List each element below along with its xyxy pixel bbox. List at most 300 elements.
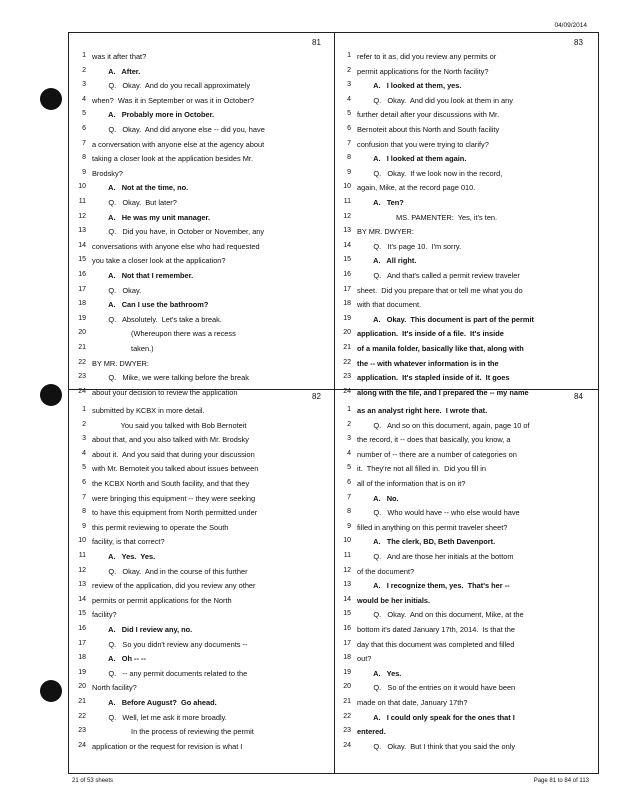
transcript-line [72,523,334,538]
line-text: Q. Okay. And did anyone else -- did you, have [92,125,265,134]
line-number: 24 [78,387,86,395]
line-text: A. Did I review any, no. [92,625,193,634]
transcript-line [72,110,334,125]
line-number: 18 [78,300,86,308]
transcript-line [72,450,334,465]
line-text: facility? [92,610,117,620]
transcript-line [72,435,334,450]
line-number: 6 [347,479,351,486]
line-number: 24 [343,387,351,395]
transcript-line [337,450,599,465]
transcript-line [72,271,334,286]
transcript-line [72,406,334,421]
line-text: about your decision to review the application [92,387,238,397]
transcript-line [337,727,599,742]
line-number: 17 [78,639,86,647]
line-text: application. It's inside of a file. It's inside [357,329,504,339]
transcript-line [72,464,334,479]
line-text: A. Yes. Yes. [92,552,156,561]
line-text: application. It's stapled inside of it. It goes [357,373,510,383]
line-number: 9 [82,168,86,176]
line-text: BY MR. DWYER: [92,358,149,368]
line-number: 24 [343,741,351,749]
transcript-line [337,81,599,96]
line-text: A. Oh -- -- [92,654,146,664]
line-number: 12 [78,566,86,574]
line-text: Q. -- any permit documents related to the [92,668,248,678]
line-text: out? [357,654,372,664]
line-number: 4 [82,449,86,457]
line-text: A. I looked at them again. [357,154,467,164]
page-number: 81 [312,38,321,47]
line-text: A. Okay. This document is part of the permit [357,314,534,324]
line-number: 21 [343,698,351,705]
line-text: Q. And so on this document, again, page 10 of [357,420,530,430]
line-number: 3 [82,435,86,443]
line-text: North facility? [92,683,137,693]
transcript-line [337,227,599,242]
punch-hole-middle [40,384,62,406]
line-text: Q. Okay. And did you look at them in any [357,95,513,105]
transcript-line [72,373,334,388]
transcript-line [337,256,599,271]
line-number: 12 [78,212,86,220]
line-number: 2 [82,66,86,74]
line-number: 5 [82,464,86,472]
transcript-line [337,552,599,567]
line-number: 11 [343,198,351,205]
line-number: 15 [343,256,351,264]
line-number: 11 [78,552,86,559]
line-text: A. Yes. [357,668,402,678]
line-text: filled in anything on this permit traveler sheet? [357,522,508,532]
line-text: Q. Who would have -- who else would have [357,508,520,518]
footer-sheets: 21 of 53 sheets [72,778,114,784]
line-number: 17 [78,285,86,293]
line-text: this permit reviewing to operate the South [92,522,229,532]
transcript-line [337,537,599,552]
transcript-line [337,669,599,684]
line-text: number of -- there are a number of categories on [357,449,517,459]
line-number: 4 [347,449,351,457]
line-text: MS. PAMENTER: Yes, it's ten. [357,212,498,222]
line-number: 16 [78,625,86,632]
line-number: 4 [82,95,86,103]
transcript-line [72,140,334,155]
transcript-line [337,654,599,669]
footer-pages: Page 81 to 84 of 113 [533,778,589,784]
line-text: Q. Okay. But later? [92,198,177,207]
line-text: was it after that? [92,52,147,61]
transcript-line [72,329,334,344]
transcript-line [337,683,599,698]
line-text: A. Ten? [357,198,404,207]
transcript-line [72,727,334,742]
transcript-line [337,110,599,125]
vertical-divider [334,33,335,773]
line-text: application or the request for revision is what I [92,741,243,751]
line-text: You said you talked with Bob Bernoteit [92,420,247,430]
transcript-line [72,698,334,713]
line-number: 19 [343,668,351,676]
transcript-line [72,315,334,330]
line-text: permits or permit applications for the North [92,595,232,605]
transcript-line [337,479,599,494]
line-text: A. Not at the time, no. [92,183,189,193]
line-number: 14 [343,241,351,249]
transcript-line [72,596,334,611]
transcript-line [337,581,599,596]
line-number: 21 [78,344,86,351]
line-text: with that document. [357,300,422,310]
transcript-line [337,154,599,169]
line-text: taking a closer look at the application besides Mr. [92,154,254,164]
line-number: 5 [82,110,86,118]
transcript-line [72,479,334,494]
transcript-line [72,359,334,374]
line-text: you take a closer look at the application? [92,256,226,266]
transcript-line [72,344,334,359]
transcript-line [337,329,599,344]
transcript-page [337,392,599,756]
line-text: all of the information that is on it? [357,479,466,488]
line-number: 14 [78,595,86,603]
line-number: 20 [343,683,351,691]
line-number: 23 [343,373,351,381]
transcript-line [72,625,334,640]
transcript-line [337,713,599,728]
line-text: A. Before August? Go ahead. [92,698,217,707]
line-text: A. I could only speak for the ones that I [357,712,515,722]
line-number: 8 [82,154,86,162]
line-text: facility, is that correct? [92,537,165,547]
transcript-line [72,125,334,140]
line-text: Q. Okay. If we look now in the record, [357,168,503,178]
line-number: 2 [82,420,86,428]
line-number: 14 [78,241,86,249]
line-text: the record, it -- does that basically, you know, a [357,435,511,445]
transcript-line [337,67,599,82]
transcript-line [72,183,334,198]
transcript-line [337,242,599,257]
line-text: review of the application, did you review any other [92,581,256,591]
line-text: permit applications for the North facility? [357,66,489,76]
line-text: A. After. [92,66,141,76]
line-number: 13 [343,581,351,589]
transcript-line [337,359,599,374]
line-number: 15 [78,256,86,264]
line-text: about it. And you said that during your discussion [92,449,255,459]
transcript-line [72,494,334,509]
transcript-line [337,596,599,611]
line-text: A. I looked at them, yes. [357,81,462,91]
transcript-line [72,713,334,728]
transcript-line [337,625,599,640]
line-number: 2 [347,420,351,428]
line-number: 18 [78,654,86,662]
line-number: 13 [343,227,351,235]
line-number: 6 [82,125,86,132]
line-text: Q. It's page 10. I'm sorry. [357,241,462,251]
line-number: 17 [343,639,351,647]
transcript-line [72,421,334,436]
line-number: 19 [78,314,86,322]
line-number: 21 [78,698,86,705]
line-number: 18 [343,300,351,308]
line-number: 2 [347,66,351,74]
line-number: 20 [78,329,86,337]
transcript-line [337,464,599,479]
transcript-line [72,169,334,184]
line-number: 6 [82,479,86,486]
line-number: 16 [343,625,351,632]
line-text: made on that date, January 17th? [357,698,468,707]
transcript-line [337,373,599,388]
line-text: the KCBX North and South facility, and that they [92,479,250,488]
line-number: 12 [343,212,351,220]
line-number: 23 [78,727,86,735]
line-number: 8 [347,154,351,162]
line-text: bottom it's dated January 17th, 2014. Is that the [357,625,515,634]
line-number: 16 [78,271,86,278]
transcript-line [72,567,334,582]
punch-hole-bottom [40,680,62,702]
line-number: 5 [347,464,351,472]
transcript-page [72,38,334,402]
transcript-line [72,96,334,111]
line-text: A. Not that I remember. [92,271,194,280]
transcript-line [72,508,334,523]
transcript-line [72,654,334,669]
line-text: along with the file, and I prepared the -- my name [357,387,529,397]
line-number: 8 [347,508,351,516]
line-text: A. No. [357,493,399,503]
transcript-line [337,271,599,286]
line-number: 7 [82,493,86,501]
line-text: submitted by KCBX in more detail. [92,406,205,415]
line-number: 7 [347,493,351,501]
transcript-line [337,286,599,301]
line-text: In the process of reviewing the permit [92,727,254,737]
page-number: 82 [312,392,321,401]
transcript-line [337,640,599,655]
line-number: 12 [343,566,351,574]
transcript-line [337,523,599,538]
transcript-line [337,742,599,757]
transcript-line [337,213,599,228]
line-number: 21 [343,344,351,351]
line-number: 11 [78,198,86,205]
line-text: about that, and you also talked with Mr. Brodsky [92,435,249,445]
transcript-line [72,683,334,698]
transcript-line [337,435,599,450]
line-number: 15 [343,610,351,618]
line-number: 1 [82,406,86,413]
line-text: with Mr. Bernoteit you talked about issues between [92,464,259,474]
line-number: 1 [347,406,351,413]
transcript-line [337,140,599,155]
line-number: 13 [78,227,86,235]
line-number: 13 [78,581,86,589]
punch-hole-top [40,88,62,110]
line-number: 1 [347,52,351,59]
line-text: Q. And are those her initials at the bottom [357,552,514,561]
transcript-line [72,537,334,552]
transcript-line [72,669,334,684]
line-text: the -- with whatever information is in the [357,358,499,368]
line-text: would be her initials. [357,595,431,605]
line-number: 17 [343,285,351,293]
line-text: Q. Okay. And do you recall approximately [92,81,251,91]
line-text: were bringing this equipment -- they were seeking [92,493,256,503]
line-number: 10 [343,183,351,191]
line-number: 20 [343,329,351,337]
transcript-line [337,421,599,436]
line-number: 14 [343,595,351,603]
transcript-line [337,610,599,625]
transcript-line [72,52,334,67]
line-number: 10 [343,537,351,545]
transcript-line [72,227,334,242]
transcript-line [337,169,599,184]
line-text: conversations with anyone else who had requested [92,241,260,251]
transcript-line [337,508,599,523]
line-number: 10 [78,183,86,191]
line-number: 6 [347,125,351,132]
line-number: 3 [82,81,86,89]
line-text: sheet. Did you prepare that or tell me what you do [357,285,523,295]
transcript-line [72,610,334,625]
line-number: 15 [78,610,86,618]
line-text: A. All right. [357,256,417,266]
line-text: Brodsky? [92,168,123,178]
line-number: 5 [347,110,351,118]
transcript-line [72,198,334,213]
line-text: Q. Okay. And on this document, Mike, at the [357,610,524,620]
transcript-line [337,52,599,67]
transcript-line [72,300,334,315]
line-number: 22 [343,712,351,720]
transcript-line [72,286,334,301]
transcript-line [337,125,599,140]
line-text: A. I recognize them, yes. That's her -- [357,581,510,591]
line-number: 23 [343,727,351,735]
line-text: entered. [357,727,386,737]
line-text: Q. Okay. But I think that you said the only [357,741,516,751]
line-number: 20 [78,683,86,691]
transcript-line [337,494,599,509]
line-text: A. Can I use the bathroom? [92,300,209,310]
transcript-line [337,406,599,421]
line-number: 18 [343,654,351,662]
header-date: 04/09/2014 [554,22,587,29]
line-text: (Whereupon there was a recess [92,329,236,339]
line-number: 4 [347,95,351,103]
page-number: 84 [574,392,583,401]
transcript-line [72,640,334,655]
line-number: 11 [343,552,351,559]
line-number: 23 [78,373,86,381]
transcript-line [337,315,599,330]
line-text: Q. Okay. And in the course of this further [92,566,248,576]
line-text: of a manila folder, basically like that, along with [357,344,524,353]
transcript-page [337,38,599,402]
transcript-line [337,198,599,213]
line-text: taken.) [92,344,154,353]
line-number: 7 [82,139,86,147]
line-text: when? Was it in September or was it in October? [92,95,254,105]
transcript-line [72,256,334,271]
line-text: Q. Well, let me ask it more broadly. [92,712,227,722]
line-text: confusion that you were trying to clarify? [357,139,489,149]
line-text: Q. Okay. [92,285,142,295]
transcript-line [337,300,599,315]
line-text: Q. So of the entries on it would have been [357,683,516,693]
line-text: of the document? [357,566,415,576]
line-text: Q. Did you have, in October or November, any [92,227,265,237]
transcript-line [72,213,334,228]
line-text: Q. And that's called a permit review traveler [357,271,520,280]
line-number: 24 [78,741,86,749]
line-number: 7 [347,139,351,147]
page-number: 83 [574,38,583,47]
line-number: 3 [347,81,351,89]
line-text: again, Mike, at the record page 010. [357,183,476,193]
line-number: 19 [343,314,351,322]
line-text: Q. Absolutely. Let's take a break. [92,314,222,324]
line-text: Bernoteit about this North and South facility [357,125,500,134]
line-number: 3 [347,435,351,443]
line-text: refer to it as, did you review any permits or [357,52,497,61]
line-text: Q. Mike, we were talking before the break [92,373,249,383]
transcript-line [337,96,599,111]
line-text: A. Probably more in October. [92,110,215,120]
line-text: BY MR. DWYER: [357,227,414,237]
line-text: further detail after your discussions with Mr. [357,110,500,120]
transcript-line [337,344,599,359]
transcript-line [72,154,334,169]
line-text: A. The clerk, BD, Beth Davenport. [357,537,496,547]
line-number: 1 [82,52,86,59]
line-number: 22 [78,712,86,720]
transcript-line [337,698,599,713]
transcript-line [337,567,599,582]
transcript-line [72,242,334,257]
line-number: 9 [347,522,351,530]
line-number: 16 [343,271,351,278]
line-number: 9 [82,522,86,530]
transcript-line [72,67,334,82]
line-text: A. He was my unit manager. [92,212,211,222]
line-text: it. They're not all filled in. Did you fill in [357,464,487,474]
transcript-line [337,183,599,198]
line-text: to have this equipment from North permitted under [92,508,258,518]
line-text: Q. So you didn't review any documents -- [92,639,248,649]
transcript-line [72,552,334,567]
transcript-line [72,742,334,757]
transcript-page [72,392,334,756]
line-text: as an analyst right here. I wrote that. [357,406,488,415]
line-number: 22 [343,358,351,366]
transcript-line [72,81,334,96]
line-number: 22 [78,358,86,366]
line-number: 8 [82,508,86,516]
transcript-line [72,581,334,596]
line-text: a conversation with anyone else at the agency about [92,139,265,149]
line-text: day that this document was completed and filled [357,639,515,649]
line-number: 19 [78,668,86,676]
line-number: 10 [78,537,86,545]
